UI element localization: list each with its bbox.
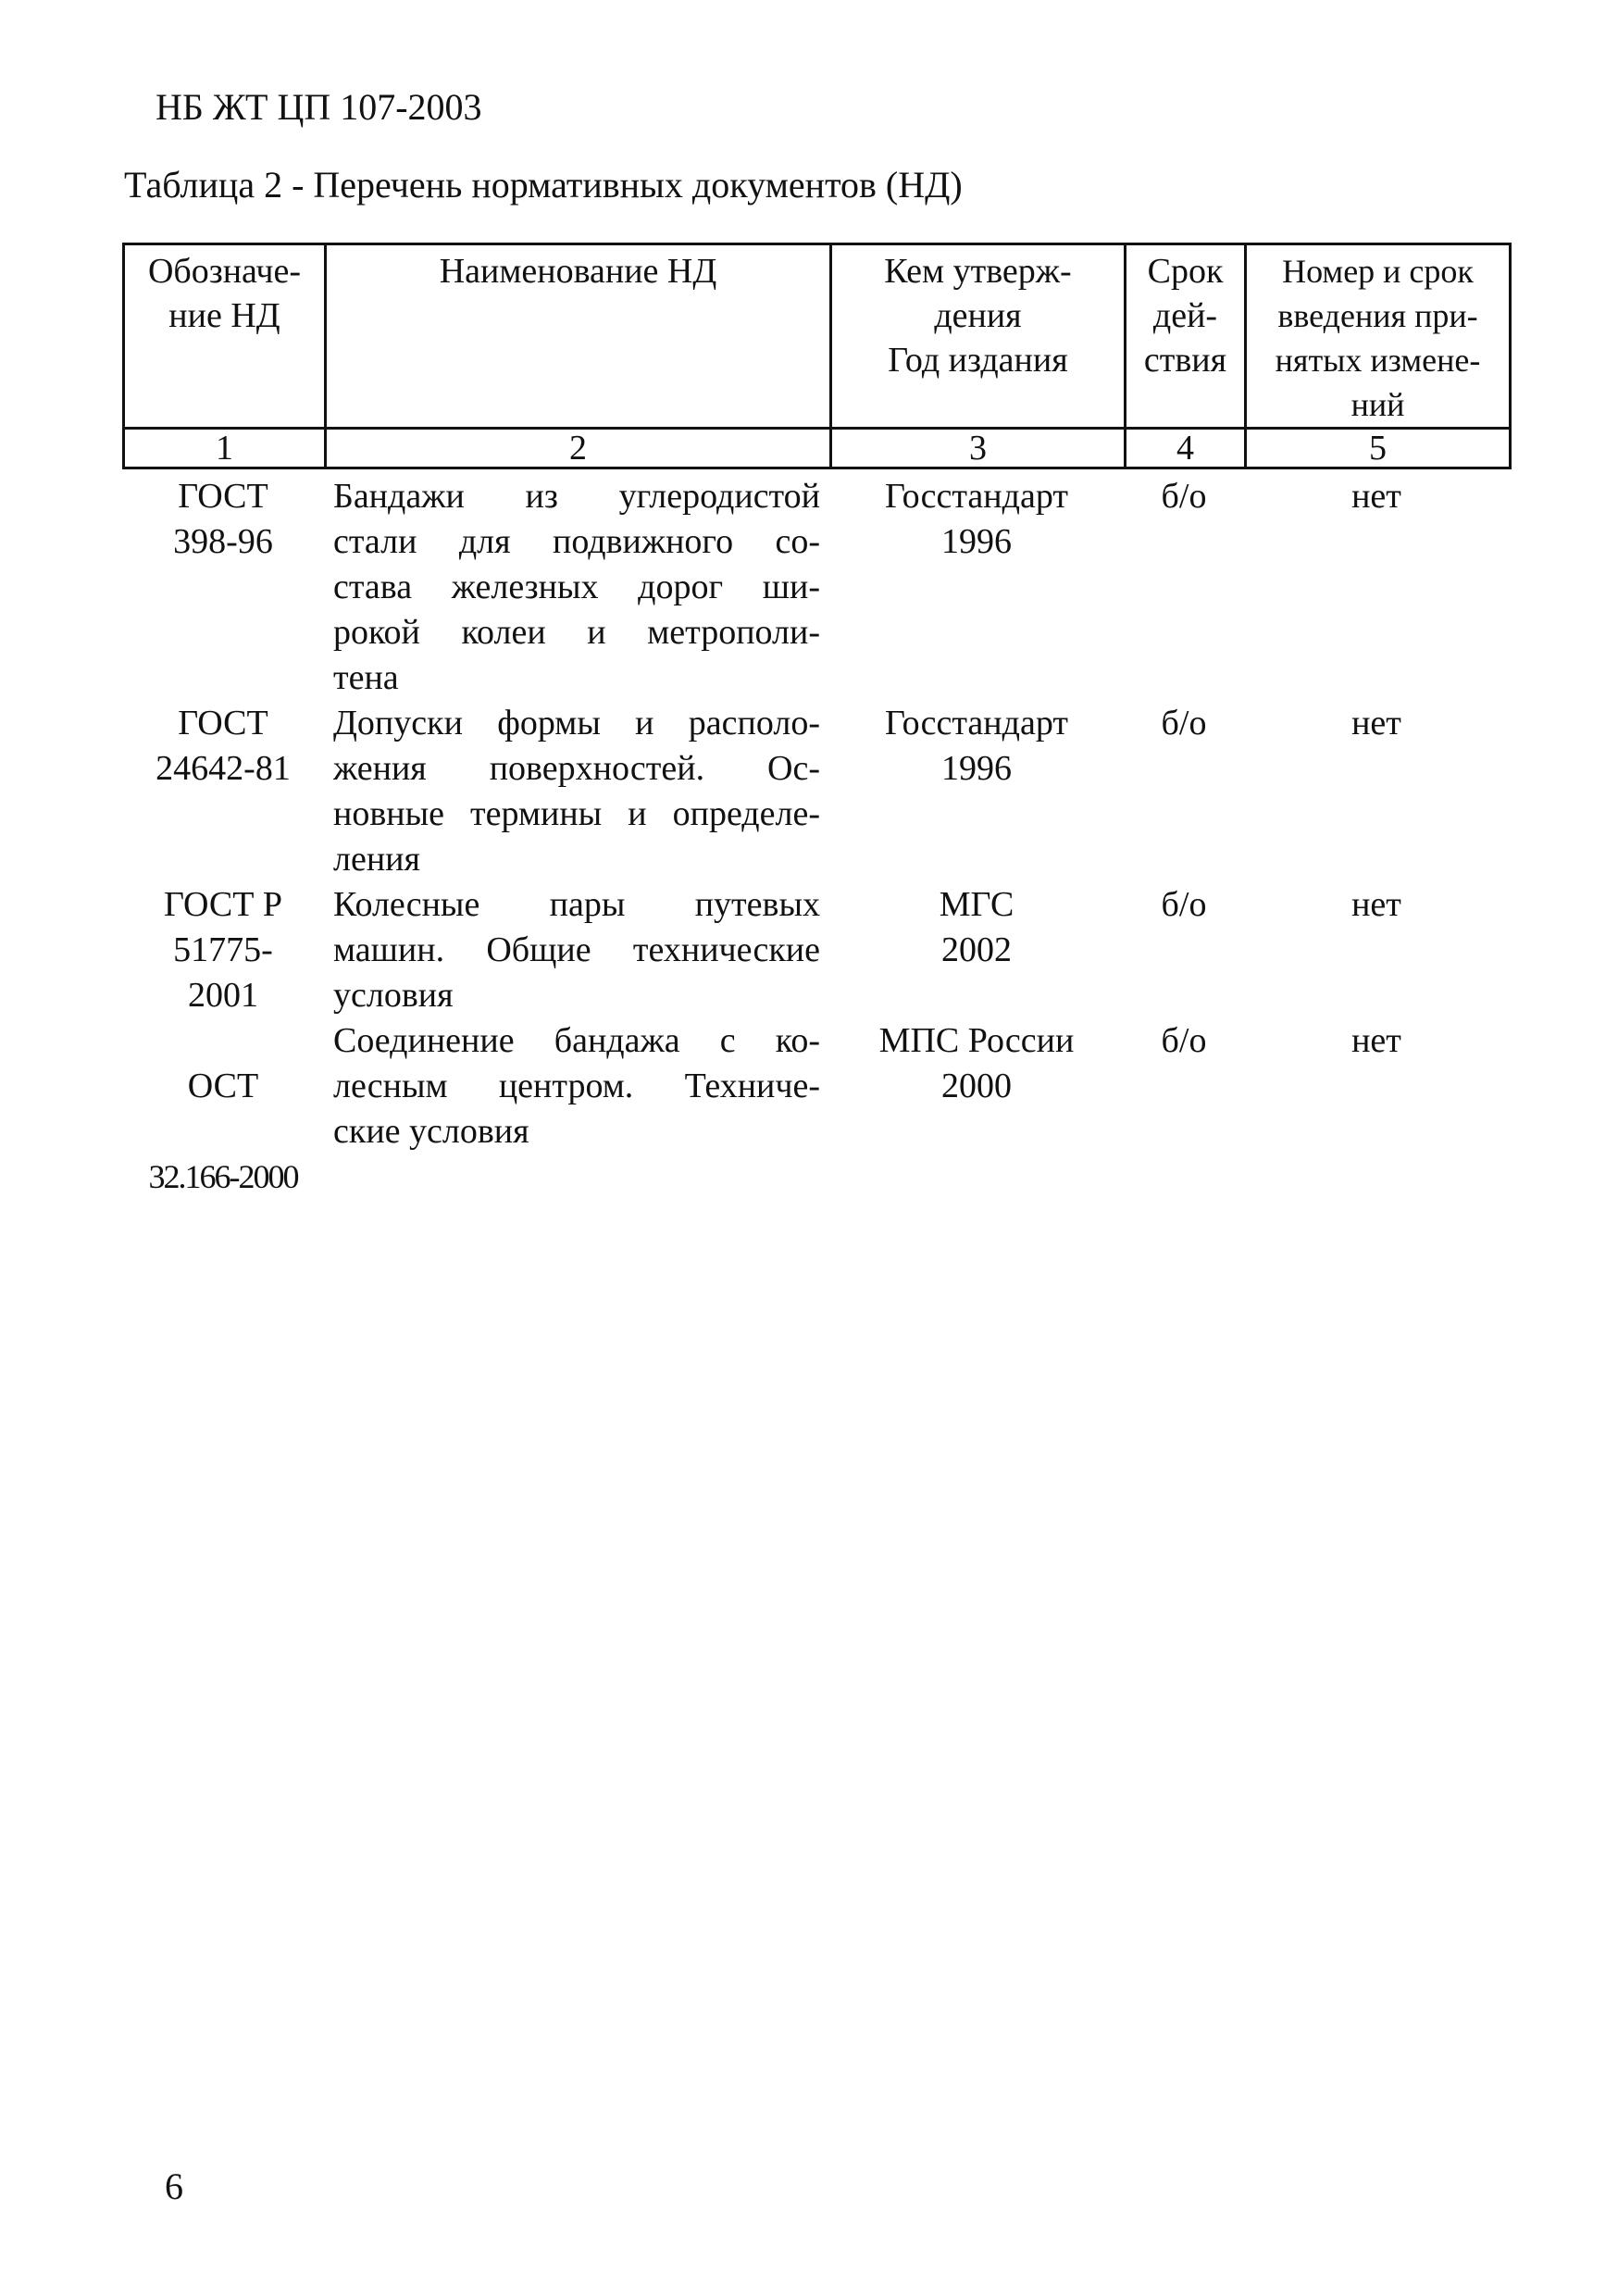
table-header [122, 243, 1512, 469]
name-line: става железных дорог ши- [333, 568, 820, 606]
col-number-3: 3 [831, 429, 1126, 468]
name-cell [324, 701, 829, 882]
name-line: Соединение бандажа с ко- [333, 1021, 820, 1060]
name-line: жения поверхностей. Ос- [333, 749, 820, 788]
col-number-1: 1 [124, 429, 326, 468]
name-line: лесным центром. Техниче- [333, 1067, 820, 1105]
col-number-5: 5 [1246, 429, 1511, 468]
header-col-4: Срок дей- ствия [1126, 244, 1246, 429]
name-line: стали для подвижного со- [333, 522, 820, 561]
designation-cell: ГОСТ 24642-81 [156, 704, 291, 788]
validity-cell: б/о [1161, 1021, 1207, 1060]
name-line: условия [333, 976, 454, 1015]
header-col-5: Номер и срок введения при- нятых измене- ний [1246, 244, 1511, 429]
col-number-2: 2 [326, 429, 831, 468]
table-caption: Таблица 2 - Перечень нормативных документов (НД) [124, 164, 963, 206]
table-body [122, 474, 1509, 1245]
name-line: тена [333, 658, 399, 697]
header-titles-row [124, 244, 1511, 429]
validity-cell: б/о [1161, 885, 1207, 924]
approved-cell: МГС 2002 [939, 885, 1014, 969]
name-line: машин. Общие технические [333, 930, 820, 969]
name-cell [324, 474, 829, 701]
table-row [122, 1018, 1509, 1245]
name-line: ские условия [333, 1112, 529, 1151]
designation-cell: ГОСТ 398-96 [173, 477, 273, 561]
col-number-4: 4 [1126, 429, 1246, 468]
name-cell [324, 1018, 829, 1245]
approved-cell: Госстандарт 1996 [885, 704, 1068, 788]
designation-line: 32.166-2000 [148, 1158, 298, 1195]
designation-cell [122, 1018, 324, 1245]
validity-cell: б/о [1161, 704, 1207, 742]
name-line: Колесные пары путевых [333, 885, 820, 924]
name-cell [324, 882, 829, 1018]
page-number: 6 [165, 2165, 183, 2207]
approved-cell: Госстандарт 1996 [885, 477, 1068, 561]
header-numbers-row [124, 429, 1511, 468]
designation-line: ОСТ [187, 1067, 259, 1105]
approved-cell: МПС России 2000 [878, 1021, 1075, 1105]
name-line: рокой колеи и метрополи- [333, 613, 820, 652]
name-line: ления [333, 840, 420, 879]
header-col-3: Кем утверж- дения Год издания [831, 244, 1126, 429]
changes-cell: нет [1351, 704, 1401, 742]
validity-cell: б/о [1161, 477, 1207, 516]
name-line: Бандажи из углеродистой [333, 477, 820, 516]
designation-cell: ГОСТ Р 51775- 2001 [163, 885, 283, 1015]
changes-cell: нет [1351, 885, 1401, 924]
header-col-2: Наименование НД [326, 244, 831, 429]
name-line: новные термины и определе- [333, 794, 820, 833]
name-line: Допуски формы и располо- [333, 704, 820, 742]
table-row [122, 701, 1509, 882]
table-row [122, 474, 1509, 701]
header-col-1: Обозначе- ние НД [124, 244, 326, 429]
document-code: НБ ЖТ ЦП 107-2003 [156, 86, 482, 128]
table-row [122, 882, 1509, 1018]
changes-cell: нет [1351, 477, 1401, 516]
changes-cell: нет [1351, 1021, 1401, 1060]
